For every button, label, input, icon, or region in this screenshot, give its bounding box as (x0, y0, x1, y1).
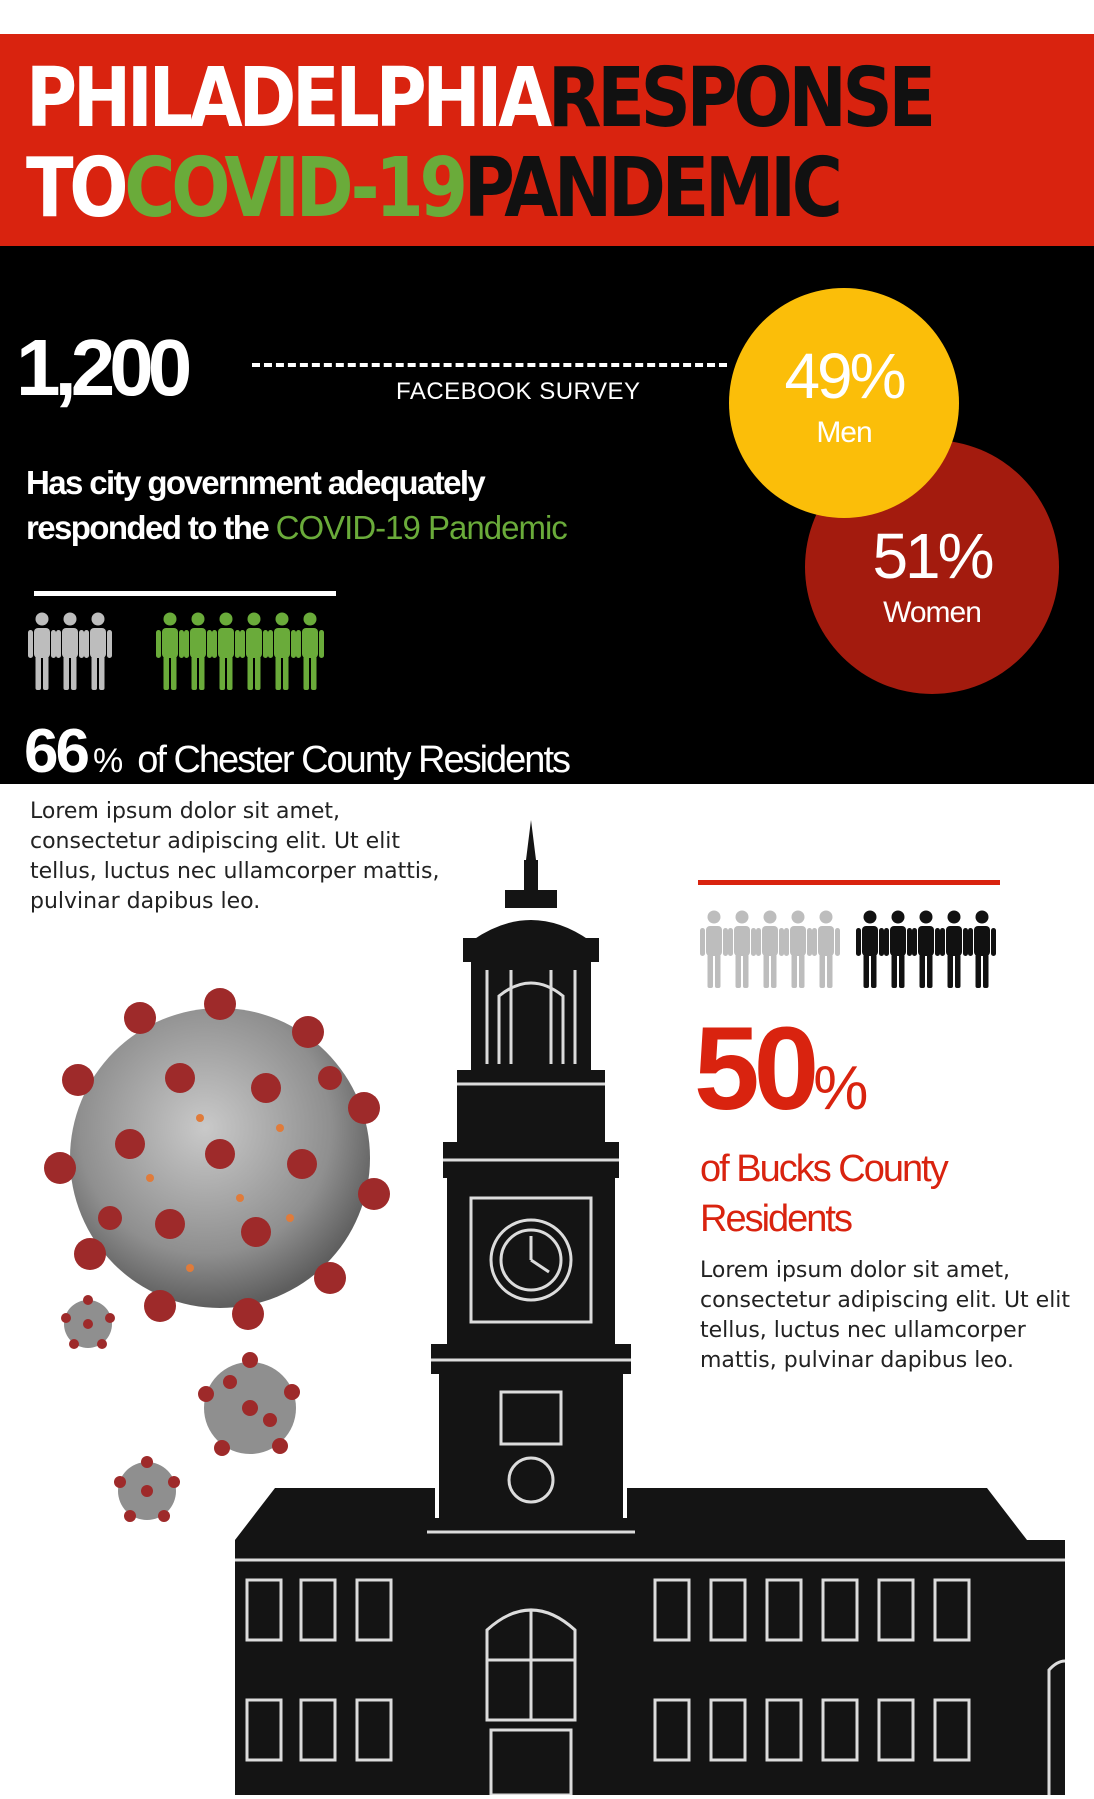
title-word-covid: COVID-19 (124, 141, 464, 236)
person-icon (156, 613, 184, 691)
person-icon (940, 911, 968, 989)
coronavirus-small-illustration (56, 1292, 120, 1356)
title-line-2 (26, 141, 839, 236)
men-percent: 49% (784, 340, 904, 412)
person-icon (812, 911, 840, 989)
title-word-philadelphia: PHILADELPHIA (26, 51, 548, 146)
women-label: Women (883, 596, 981, 629)
person-icon (28, 613, 56, 691)
person-icon (268, 613, 296, 691)
coronavirus-large-illustration (30, 968, 410, 1348)
dashed-divider (252, 363, 727, 367)
survey-panel (0, 246, 1094, 784)
person-icon (756, 911, 784, 989)
chester-stat (24, 716, 569, 784)
bucks-pct-sign: % (813, 1054, 869, 1123)
title-banner (0, 34, 1094, 246)
person-icon (884, 911, 912, 989)
coronavirus-medium-illustration (190, 1348, 310, 1468)
person-icon (296, 613, 324, 691)
coronavirus-small-illustration-2 (108, 1452, 186, 1530)
white-divider (34, 591, 336, 596)
title-line-1 (26, 51, 932, 146)
person-icon (84, 613, 112, 691)
person-icon (56, 613, 84, 691)
person-icon (784, 911, 812, 989)
person-icon (240, 613, 268, 691)
chester-people-icons (28, 610, 348, 692)
chester-value: 66 (24, 717, 87, 784)
bucks-people-icons (700, 908, 1020, 990)
question-line-2-text: responded to the (26, 509, 276, 546)
body-text-right: Lorem ipsum dolor sit amet, consectetur adipiscing elit. Ut elit tellus, luctus nec ullamcorper mattis, pulvinar dapibus leo. (700, 1258, 1071, 1373)
person-icon (700, 911, 728, 989)
question-line-1: Has city government adequately (26, 464, 485, 501)
person-icon (968, 911, 996, 989)
bucks-stat (694, 1003, 869, 1135)
bucks-label: of Bucks County Residents (700, 1148, 947, 1240)
survey-question (26, 460, 567, 550)
title-word-pandemic: PANDEMIC (463, 141, 839, 236)
question-highlight: COVID-19 Pandemic (275, 509, 567, 546)
title-word-response: RESPONSE (547, 51, 932, 146)
men-circle (729, 288, 959, 518)
bucks-value: 50 (694, 1003, 814, 1135)
men-label: Men (816, 416, 872, 449)
chester-label: of Chester County Residents (137, 739, 570, 781)
survey-count: 1,200 (16, 323, 187, 412)
chester-pct-sign: % (92, 742, 124, 780)
body-text-left: Lorem ipsum dolor sit amet, consectetur adipiscing elit. Ut elit tellus, luctus nec ullamcorper mattis, pulvinar dapibus leo. (30, 799, 440, 914)
question-line-2 (26, 505, 567, 550)
survey-label: FACEBOOK SURVEY (396, 378, 641, 405)
red-divider (698, 880, 1000, 885)
person-icon (184, 613, 212, 691)
title-word-to: TO (26, 141, 125, 236)
women-percent: 51% (872, 520, 992, 592)
person-icon (212, 613, 240, 691)
person-icon (856, 911, 884, 989)
person-icon (912, 911, 940, 989)
person-icon (728, 911, 756, 989)
